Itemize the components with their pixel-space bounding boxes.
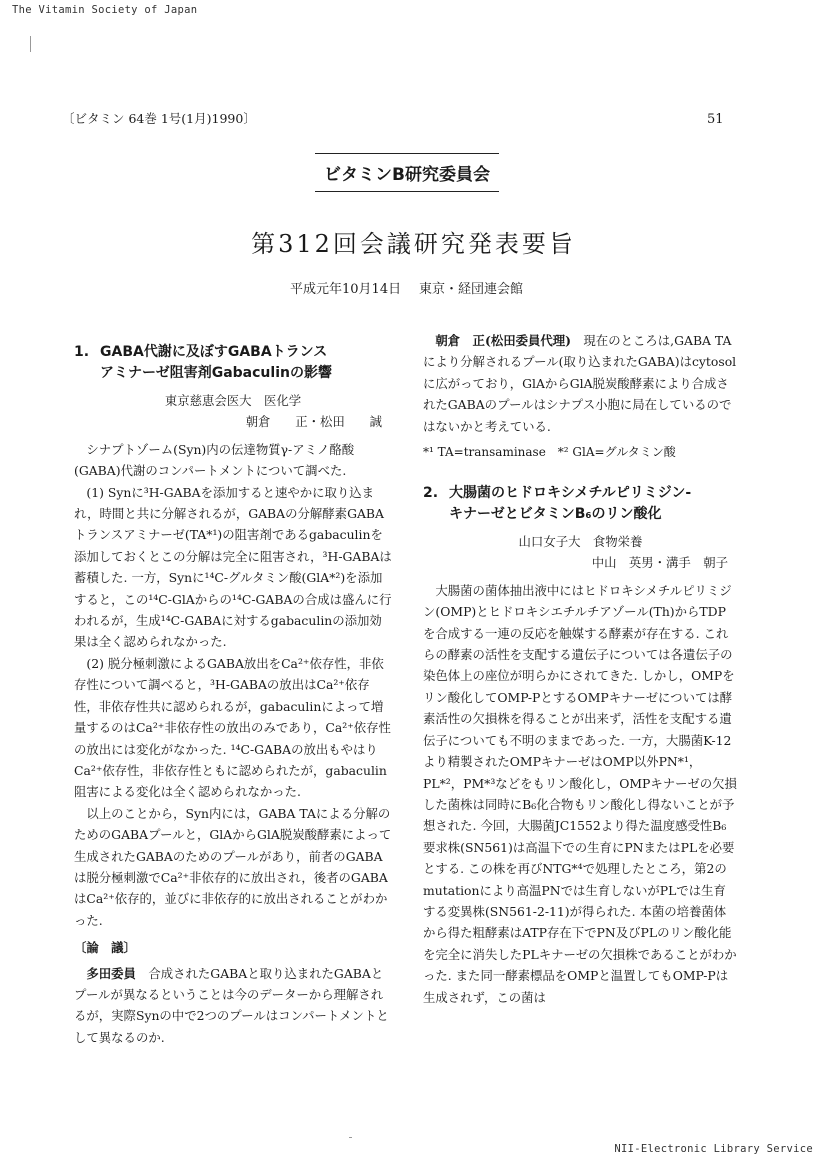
- article-2-authors: 中山 英男・溝手 朝子: [591, 555, 728, 571]
- discussion-1-speaker: 多田委員: [86, 965, 136, 981]
- article-1-authors: 朝倉 正・松田 誠: [245, 414, 382, 430]
- article-2-heading: [423, 483, 738, 525]
- article-1-footnote: *¹ TA=transaminase *² GlA=グルタミン酸: [423, 445, 676, 460]
- article-1-number: 1.: [74, 344, 90, 360]
- journal-citation: 〔ビタミン 64巻 1号(1月)1990〕: [62, 111, 256, 126]
- article-1-title-line2: アミナーゼ阻害剤Gabaculinの影響: [100, 365, 332, 381]
- article-1-paragraph: シナプトゾーム(Syn)内の伝達物質γ-アミノ酪酸(GABA)代謝のコンパートメントについて調べた.: [74, 441, 355, 479]
- meeting-date: 平成元年10月14日: [290, 282, 402, 297]
- page-number: 51: [707, 112, 724, 127]
- watermark-bottom: NII-Electronic Library Service: [614, 1143, 813, 1155]
- discussion-label: 〔論 議〕: [74, 940, 136, 956]
- discussion-1-text: 合成されたGABAと取り込まれたGABAとプールが異なるということは今のデーターから理解されるが，実際Synの中で2つのプールはコンパートメントとして異なるのか.: [74, 965, 389, 1045]
- right-column: [423, 330, 738, 1008]
- scan-artifact: [349, 1137, 352, 1138]
- discussion-2: [423, 330, 738, 437]
- article-2-title-line2: キナーゼとビタミンB₆のリン酸化: [449, 506, 662, 523]
- article-2-affiliation: 山口女子大 食物栄養: [518, 534, 643, 550]
- watermark-top: The Vitamin Society of Japan: [12, 4, 198, 16]
- page-title: 第312回会議研究発表要旨: [251, 230, 576, 258]
- article-1-heading: [74, 342, 392, 384]
- article-1-paragraph: 以上のことから，Syn内には，GABA TAによる分解のためのGABAプールと，GlAからGlA脱炭酸酵素によって生成されたGABAのためのプールがあり，前者のGABAは脱分極刺激でCa²⁺非依存的に放出され，後者のGABAはCa²⁺依存的，並びに非依存的に放出されることがわかった.: [74, 805, 392, 928]
- article-1-paragraph: (2) 脱分極刺激によるGABA放出をCa²⁺依存性，非依存性について調べると，³H-GABAの放出はCa²⁺依存性，非依存性共に認められるが，gabaculinによって増量するのはCa²⁺非依存性の放出のみであり，Ca²⁺依存性の放出には変化がなかった. ¹⁴C-GABAの放出もやはりCa²⁺依存性，非依存性ともに認められたが，gabaculin阻害による変化は全く認められなかった.: [74, 655, 391, 800]
- discussion-2-speaker: 朝倉 正(松田委員代理): [435, 333, 572, 348]
- discussion-1: [74, 963, 392, 1049]
- committee-name: ビタミンB研究委員会: [324, 165, 490, 185]
- article-2-paragraph: 大腸菌の菌体抽出液中にはヒドロキシメチルピリミジン(OMP)とヒドロキシエチルチアゾール(Th)からTDPを合成する一連の反応を触媒する酵素が存在する. これらの酵素の活性を支配する遺伝子については各遺伝子の染色体上の座位が明らかにされてきた. しかし，OMPをリン酸化してOMP-PとするOMPキナーゼについては酵素活性の欠損株を得ることが出来ず，活性を支配する遺伝子についても不明のままであった. 一方，大腸菌K-12より精製されたOMPキナーゼはOMP以外PN*¹，PL*²，PM*³などをもリン酸化し，OMPキナーゼの欠損した菌株は同時にB₆化合物もリン酸化し得ないことが予想された. 今回，大腸菌JC1552より得た温度感受性B₆要求株(SN561)は高温下での生育にPNまたはPLを必要とする. この株を再びNTG*⁴で処理したところ，第2のmutationにより高温PNでは生育しないがPLでは生育する変異株(SN561-2-11)が得られた. 本菌の培養菌体から得た粗酵素はATP存在下でPN及びPLのリン酸化能を完全に消失したPLキナーゼの欠損株であることがわかった. また同一酵素標品をOMPと温置してもOMP-Pは生成されず，この菌は: [423, 582, 737, 1005]
- discussion-2-text: 現在のところは,GABA TAにより分解されるプール(取り込まれたGABA)はcytosolに広がっており，GlAからGlA脱炭酸酵素により合成されたGABAのプールはシナプス小胞に局在しているのではないかと考えている.: [423, 333, 737, 434]
- article-2-number: 2.: [423, 485, 439, 502]
- article-1-title-line1: GABA代謝に及ぼすGABAトランス: [100, 344, 328, 360]
- article-2-title-line1: 大腸菌のヒドロキシメチルピリミジン-: [449, 485, 692, 502]
- article-1-affiliation: 東京慈恵会医大 医化学: [164, 393, 302, 408]
- scan-artifact: [30, 36, 31, 52]
- article-1: [74, 342, 392, 1048]
- article-1-paragraph: (1) Synに³H-GABAを添加すると速やかに取り込まれ，時間と共に分解されるが，GABAの分解酵素GABAトランスアミナーゼ(TA*¹)の阻害剤であるgabaculinを添加しておくとこの分解は完全に阻害され，³H-GABAは蓄積した. 一方，Synに¹⁴C-グルタミン酸(GlA*²)を添加すると，この¹⁴C-GlAからの¹⁴C-GABAの合成は盛んに行われるが，生成¹⁴C-GABAに対するgabaculinの添加効果は全く認められなかった.: [74, 484, 392, 650]
- meeting-venue: 東京・経団連会館: [419, 282, 524, 297]
